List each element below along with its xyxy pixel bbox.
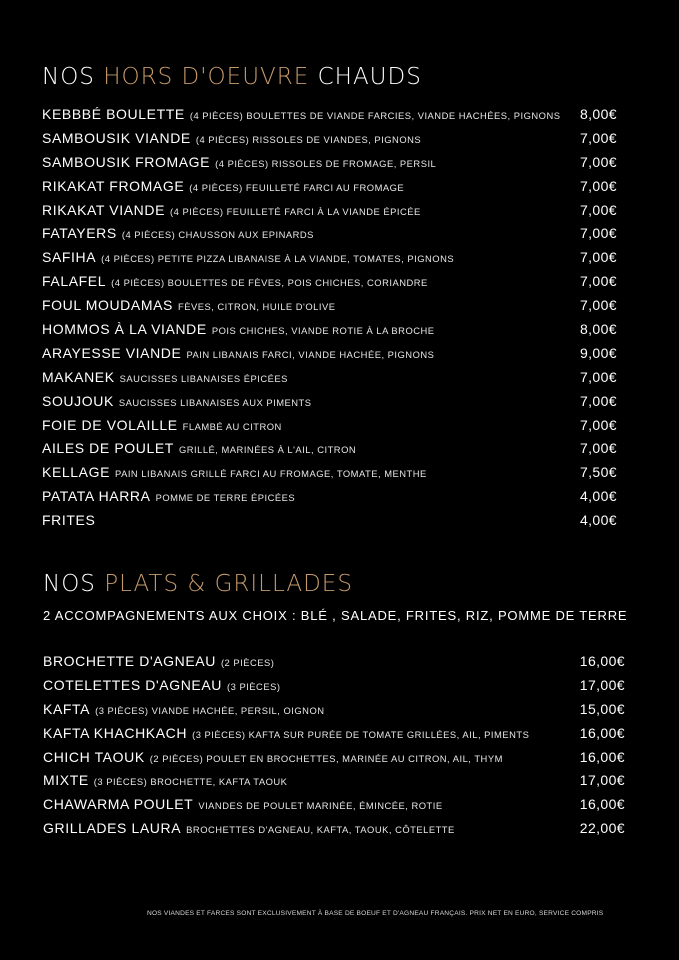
item-description: PAIN LIBANAIS FARCI, VIANDE HACHÉE, PIGNONS: [186, 348, 435, 360]
item-description: (3 PIÈCES) KAFTA SUR PURÉE DE TOMATE GRILLÉES, AIL, PIMENTS: [192, 728, 530, 740]
title-part: CHAUDS: [317, 64, 422, 90]
item-description: SAUCISSES LIBANAISES ÉPICÉES: [119, 372, 288, 384]
item-description: (4 PIÈCES) RISSOLES DE VIANDES, PIGNONS: [195, 133, 422, 145]
item-description: POIS CHICHES, VIANDE ROTIE À LA BROCHE: [211, 325, 435, 337]
menu-item: [43, 772, 625, 796]
section-title-plats-grillades: [43, 571, 353, 597]
item-price: 7,00€: [579, 297, 617, 314]
item-name: FALAFEL: [42, 273, 107, 290]
menu-item: [42, 225, 617, 249]
item-description: (4 PIÈCES) FEUILLETÉ FARCI AU FROMAGE: [189, 181, 405, 193]
item-description: VIANDES DE POULET MARINÉE, ÉMINCÉE, ROTIE: [198, 800, 443, 812]
item-description: (2 PIÈCES): [220, 657, 275, 668]
menu-item: [42, 130, 617, 154]
item-price: 7,00€: [579, 273, 617, 290]
menu-item: [42, 249, 617, 273]
menu-item: [42, 464, 617, 488]
item-name: SOUJOUK: [42, 392, 114, 409]
menu-item: [43, 677, 625, 701]
item-price: 4,00€: [579, 512, 617, 529]
item-price: 8,00€: [579, 321, 617, 338]
item-description: FLAMBÉ AU CITRON: [182, 420, 282, 432]
title-accent: HORS D'OEUVRE: [103, 64, 318, 90]
item-price: 7,00€: [579, 392, 617, 409]
menu-item: [42, 106, 617, 130]
menu-item: [43, 725, 625, 749]
item-price: 16,00€: [579, 724, 625, 741]
item-name: FRITES: [42, 512, 96, 529]
item-price: 16,00€: [579, 748, 625, 765]
item-description: (2 PIÈCES) POULET EN BROCHETTES, MARINÉE AU CITRON, AIL, THYM: [149, 752, 503, 764]
item-name: FOUL MOUDAMAS: [42, 297, 173, 314]
item-price: 16,00€: [579, 796, 625, 813]
item-description: BROCHETTES D'AGNEAU, KAFTA, TAOUK, CÔTELETTE: [186, 824, 455, 836]
item-price: 7,00€: [579, 177, 617, 194]
item-name: RIKAKAT VIANDE: [42, 201, 166, 218]
menu-item: [42, 417, 617, 441]
item-price: 7,00€: [579, 416, 617, 433]
item-name: AILES DE POULET: [42, 440, 174, 457]
item-description: (3 PIÈCES): [227, 680, 281, 692]
item-price: 7,00€: [579, 225, 617, 242]
item-name: HOMMOS À LA VIANDE: [42, 321, 207, 338]
item-name: KAFTA KHACHKACH: [43, 724, 188, 741]
item-description: (4 PIÈCES) FEUILLETÉ FARCI À LA VIANDE ÉPICÉE: [170, 205, 421, 217]
menu-item: [42, 321, 617, 345]
title-part: NOS: [42, 64, 104, 90]
menu-item: [43, 653, 625, 677]
item-name: CHAWARMA POULET: [43, 796, 194, 813]
item-name: SAFIHA: [42, 249, 97, 266]
title-accent: PLATS & GRILLADES: [104, 571, 353, 597]
item-price: 15,00€: [579, 700, 625, 717]
item-price: 17,00€: [579, 772, 625, 789]
menu-item: [42, 393, 617, 417]
item-name: KELLAGE: [42, 464, 111, 481]
section-title-hors-doeuvre: [42, 64, 422, 90]
menu-item: [42, 202, 617, 226]
menu-item: [42, 345, 617, 369]
item-description: SAUCISSES LIBANAISES AUX PIMENTS: [118, 396, 312, 408]
item-price: 9,00€: [579, 344, 617, 361]
item-price: 7,00€: [579, 153, 617, 170]
menu-item: [43, 796, 625, 820]
item-name: MIXTE: [43, 772, 89, 789]
item-description: (4 PIÈCES) BOULETTES DE FÈVES, POIS CHICHES, CORIANDRE: [111, 277, 428, 289]
item-name: FATAYERS: [42, 225, 117, 242]
item-price: 7,00€: [579, 201, 617, 218]
menu-item: [42, 512, 617, 536]
menu-item: [42, 154, 617, 178]
item-description: PAIN LIBANAIS GRILLÉ FARCI AU FROMAGE, TOMATE, MENTHE: [115, 468, 427, 480]
item-price: 17,00€: [579, 676, 625, 693]
footer-note: NOS VIANDES ET FARCES SONT EXCLUSIVEMENT À BASE DE BOEUF ET D'AGNEAU FRANÇAIS. PRIX NET EN EURO, SERVICE COMPRIS: [147, 910, 604, 917]
item-price: 7,00€: [579, 368, 617, 385]
item-price: 8,00€: [579, 106, 617, 122]
item-name: RIKAKAT FROMAGE: [42, 177, 185, 194]
hors-doeuvre-list: [42, 106, 617, 536]
item-name: SAMBOUSIK VIANDE: [42, 129, 191, 146]
item-price: 7,00€: [579, 249, 617, 266]
item-price: 7,00€: [579, 129, 617, 146]
item-description: (4 PIÈCES) RISSOLES DE FROMAGE, PERSIL: [215, 157, 437, 169]
item-name: CHICH TAOUK: [43, 748, 145, 765]
menu-item: [42, 273, 617, 297]
plats-grillades-list: [43, 653, 625, 844]
item-name: KEBBBÉ BOULETTE: [42, 106, 185, 122]
menu-item: [42, 488, 617, 512]
menu-item: [43, 749, 625, 773]
item-description: FÈVES, CITRON, HUILE D'OLIVE: [177, 301, 336, 313]
item-description: (3 PIÈCES) BROCHETTE, KAFTA TAOUK: [93, 776, 288, 788]
item-price: 7,50€: [579, 464, 617, 481]
item-name: BROCHETTE D'AGNEAU: [43, 653, 216, 669]
menu-item: [42, 178, 617, 202]
item-price: 4,00€: [579, 488, 617, 505]
item-name: KAFTA: [43, 700, 91, 717]
item-name: ARAYESSE VIANDE: [42, 344, 182, 361]
item-description: (3 PIÈCES) VIANDE HACHÉE, PERSIL, OIGNON: [95, 704, 325, 716]
item-name: GRILLADES LAURA: [43, 820, 182, 837]
item-name: FOIE DE VOLAILLE: [42, 416, 178, 433]
menu-item: [42, 297, 617, 321]
item-name: SAMBOUSIK FROMAGE: [42, 153, 211, 170]
item-price: 22,00€: [579, 820, 625, 837]
item-description: GRILLÉ, MARINÉES À L'AIL, CITRON: [178, 444, 357, 456]
menu-item: [42, 369, 617, 393]
accompaniments-note: 2 ACCOMPAGNEMENTS AUX CHOIX : BLÉ , SALADE, FRITES, RIZ, POMME DE TERRE: [43, 608, 628, 623]
item-name: COTELETTES D'AGNEAU: [43, 676, 222, 693]
item-name: PATATA HARRA: [42, 488, 151, 505]
menu-item: [43, 701, 625, 725]
item-description: (4 PIÈCES) PETITE PIZZA LIBANAISE À LA VIANDE, TOMATES, PIGNONS: [101, 253, 455, 265]
item-description: (4 PIÈCES) BOULETTES DE VIANDE FARCIES, VIANDE HACHÉES, PIGNONS: [189, 110, 561, 121]
item-price: 16,00€: [579, 653, 625, 669]
menu-item: [42, 440, 617, 464]
item-price: 7,00€: [579, 440, 617, 457]
title-part: NOS: [43, 571, 105, 597]
item-name: MAKANEK: [42, 368, 115, 385]
item-description: POMME DE TERRE ÉPICÉES: [155, 492, 296, 504]
item-description: (4 PIÈCES) CHAUSSON AUX EPINARDS: [121, 229, 314, 241]
menu-item: [43, 820, 625, 844]
